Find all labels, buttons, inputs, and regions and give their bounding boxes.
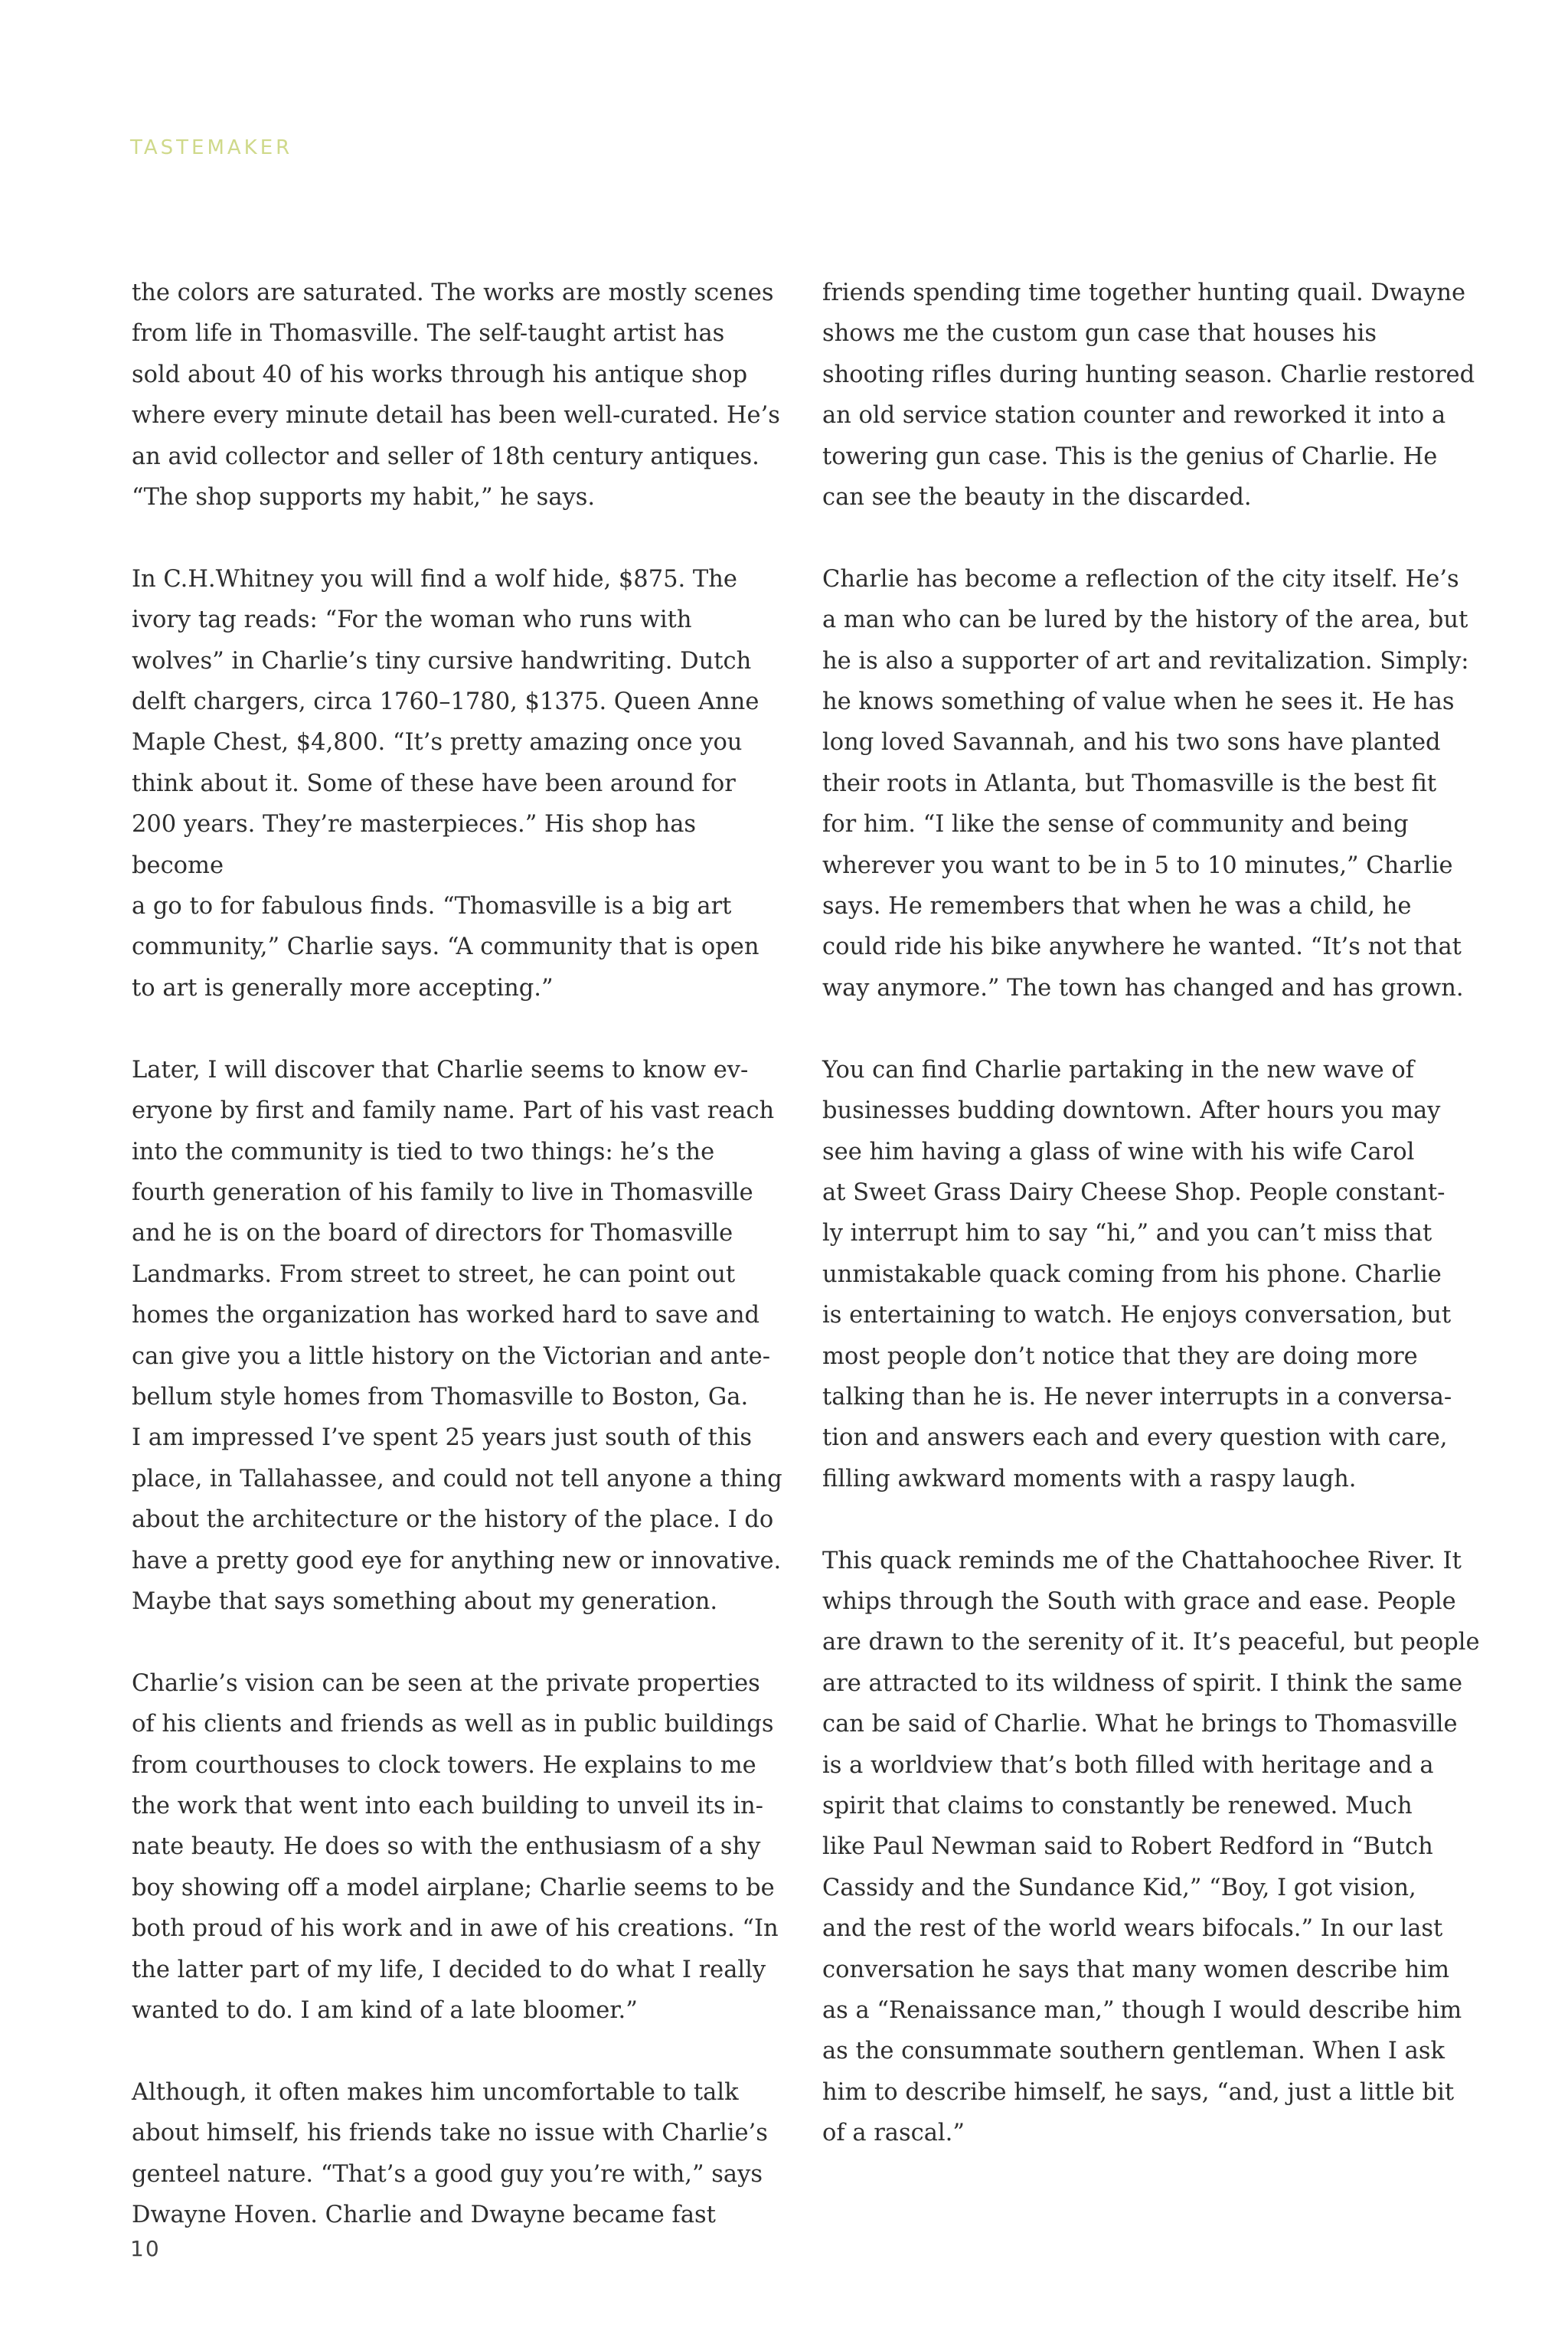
paragraph: friends spending time together hunting quail. Dwayne shows me the custom gun case that houses his shooting rifles during hunting season. Charlie restored an old service station counter and reworked it into a towering gun case. This is the genius of Charlie. He can see the beauty in the discarded. [822,280,1475,512]
paragraph: Later, I will discover that Charlie seems to know ev- eryone by first and family name. Part of his vast reach into the community is tied to two things: he’s the fourth generation of his family to live in Thomasville and he is on the board of directors for Thomasville Landmarks. From street to street, he can point out homes the organization has worked hard to save and can give you a little history on the Victorian and ante- bellum style homes from Thomasville to Boston, Ga. I am impressed I’ve spent 25 years just south of this place, in Tallahassee, and could not tell anyone a thing about the architecture or the history of the place. I do have a pretty good eye for anything new or innovative. Maybe that says something about my generation. [132,1056,782,1615]
paragraph: the colors are saturated. The works are mostly scenes from life in Thomasville. The self-taught artist has sold about 40 of his works through his antique shop where every minute detail has been well-curated. He’s an avid collector and seller of 18th century antiques. “The shop supports my habit,” he says. [132,280,780,512]
paragraph: In C.H.Whitney you will find a wolf hide, $875. The ivory tag reads: “For the woman who runs with wolves” in Charlie’s tiny cursive handwriting. Dutch delft chargers, circa 1760–1780, $1375. Queen Anne Maple Chest, $4,800. “It’s pretty amazing once you think about it. Some of these have been around for 200 years. They’re masterpieces.” His shop has become a go to for fabulous finds. “Thomasville is a big art community,” Charlie says. “A community that is open to art is generally more accepting.” [132,565,760,1002]
page-number: 10 [130,2236,161,2261]
article-column-left [132,273,790,2277]
paragraph: Charlie has become a reflection of the city itself. He’s a man who can be lured by the history of the area, but he is also a supporter of art and revitalization. Simply: he knows something of value when he sees it. He has long loved Savannah, and his two sons have planted their roots in Atlanta, but Thomasville is the best fit for him. “I like the sense of community and being wherever you want to be in 5 to 10 minutes,” Charlie says. He remembers that when he was a child, he could ride his bike anywhere he wanted. “It’s not that way anymore.” The town has changed and has grown. [822,565,1469,1002]
paragraph: Charlie’s vision can be seen at the private properties of his clients and friends as well as in public buildings from courthouses to clock towers. He explains to me the work that went into each building to unveil its in- nate beauty. He does so with the enthusiasm of a shy boy showing off a model airplane; Charlie seems to be both proud of his work and in awe of his creations. “In the latter part of my life, I decided to do what I really wanted to do. I am kind of a late bloomer.” [132,1669,779,2025]
article-column-right [822,273,1481,2195]
paragraph: You can find Charlie partaking in the new wave of businesses budding downtown. After hours you may see him having a glass of wine with his wife Carol at Sweet Grass Dairy Cheese Shop. People constant- ly interrupt him to say “hi,” and you can’t miss that unmistakable quack coming from his phone. Charlie is entertaining to watch. He enjoys conversation, but most people don’t notice that they are doing more talking than he is. He never interrupts in a conversa- tion and answers each and every question with care, filling awkward moments with a raspy laugh. [822,1056,1452,1492]
paragraph: Although, it often makes him uncomfortable to talk about himself, his friends take no issue with Charlie’s genteel nature. “That’s a good guy you’re with,” says Dwayne Hoven. Charlie and Dwayne became fast [132,2078,768,2229]
section-label: TASTEMAKER [130,136,293,159]
paragraph: This quack reminds me of the Chattahoochee River. It whips through the South with grace and ease. People are drawn to the serenity of it. It’s peaceful, but people are attracted to its wildness of spirit. I think the same can be said of Charlie. What he brings to Thomasville is a worldview that’s both filled with heritage and a spirit that claims to constantly be renewed. Much like Paul Newman said to Robert Redford in “Butch Cassidy and the Sundance Kid,” “Boy, I got vision, and the rest of the world wears bifocals.” In our last conversation he says that many women describe him as a “Renaissance man,” though I would describe him as the consummate southern gentleman. When I ask him to describe himself, he says, “and, just a little bit of a rascal.” [822,1547,1480,2147]
